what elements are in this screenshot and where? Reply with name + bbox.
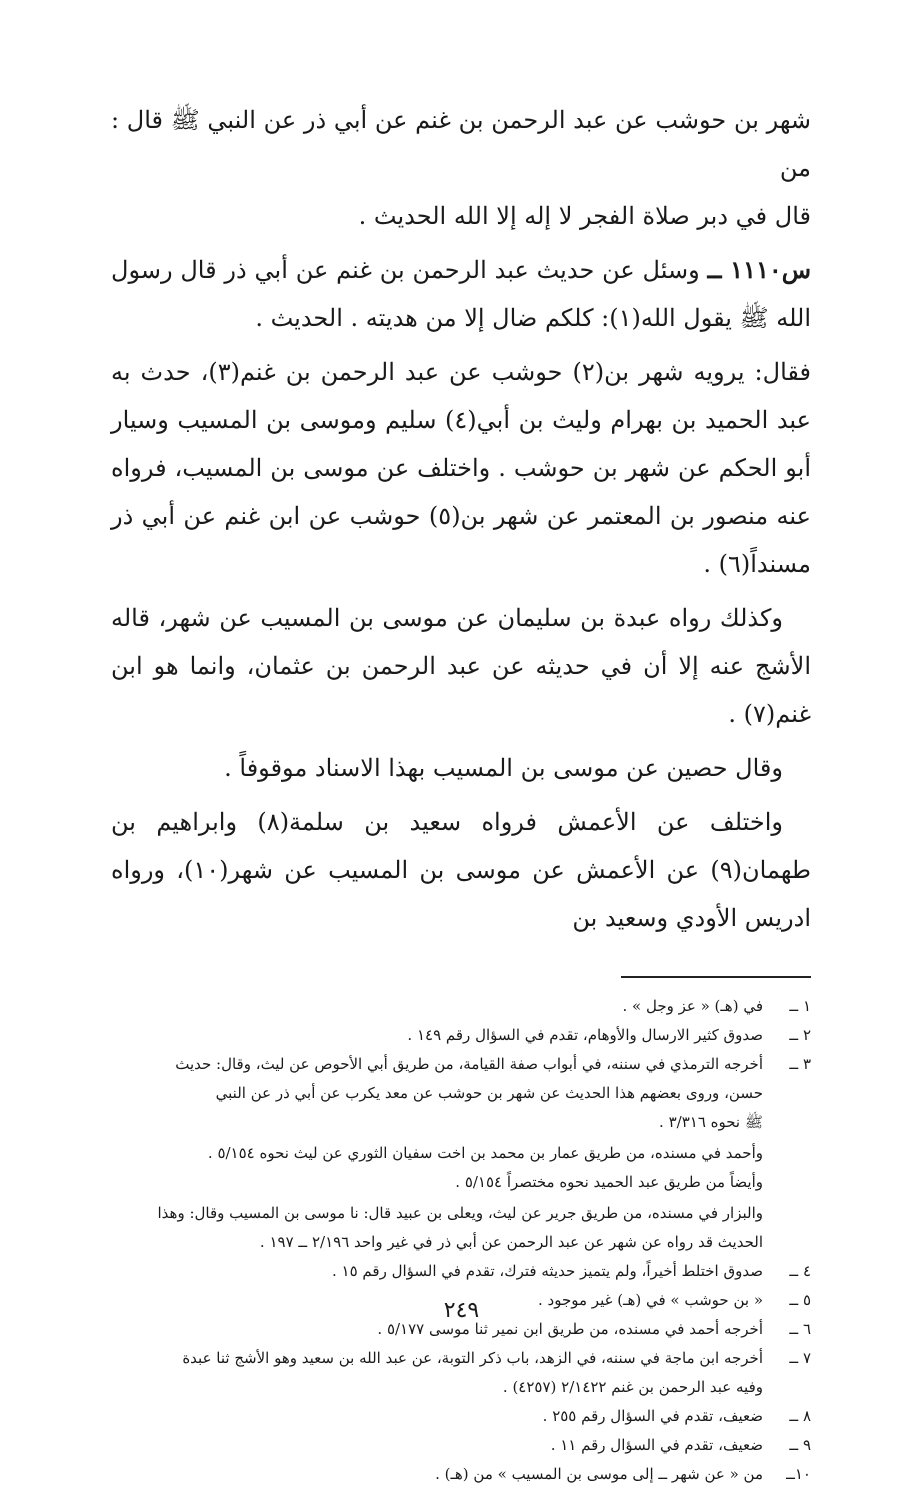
footnote-number: ٦ ــ [789,1320,811,1338]
footnote-7 [111,1344,811,1402]
paragraph-5 [111,744,811,792]
page-content [111,96,811,1489]
footnote-line: وأيضاً من طريق عبد الحميد نحوه مختصراً ٥/١٥٤ . [455,1173,763,1191]
footnote-number: ٩ ــ [789,1436,811,1454]
paragraph-6-text: واختلف عن الأعمش فرواه سعيد بن سلمة(٨) وابراهيم بن طهمان(٩) عن الأعمش عن موسى بن المسيب عن شهر(١٠)، ورواه ادريس الأودي وسعيد بن [111,808,811,932]
footnote-3-continuation-b [111,1199,811,1257]
footnote-4 [111,1257,811,1286]
footnote-number: ٢ ــ [789,1026,811,1044]
paragraph-3-text: فقال: يرويه شهر بن(٢) حوشب عن عبد الرحمن بن غنم(٣)، حدث به عبد الحميد بن بهرام وليث بن أبي(٤) سليم وموسى بن المسيب وسيار أبو الحكم عن شهر بن حوشب . واختلف عن موسى بن المسيب، فرواه عنه منصور بن المعتمر عن شهر بن(٥) حوشب عن ابن غنم عن أبي ذر مسنداً(٦) . [111,358,811,578]
footnote-line: الحديث قد رواه عن شهر عن عبد الرحمن عن أبي ذر في غير واحد ٢/١٩٦ ــ ١٩٧ . [259,1233,763,1251]
footnote-2 [111,1021,811,1050]
footnote-line: وفيه عبد الرحمن بن غنم ٢/١٤٢٢ (٤٢٥٧) . [502,1378,763,1396]
paragraph-1 [111,96,811,240]
paragraph-4 [111,594,811,738]
footnote-line: ضعيف، تقدم في السؤال رقم ٢٥٥ . [542,1407,763,1425]
footnote-line: صدوق اختلط أخيراً، ولم يتميز حديثه فترك، تقدم في السؤال رقم ١٥ . [331,1262,763,1280]
footnote-3 [111,1050,811,1137]
page-number: ٢٤٩ [443,1298,480,1323]
footnote-line: أخرجه أحمد في مسنده، من طريق ابن نمير ثنا موسى ٥/١٧٧ . [377,1320,763,1338]
paragraph-2-text: وسئل عن حديث عبد الرحمن بن غنم عن أبي ذر قال رسول الله ﷺ يقول الله(١): كلكم ضال إلا من هديته . الحديث . [111,256,811,332]
footnote-line: ﷺ نحوه ٣/٣١٦ . [659,1113,763,1131]
footnote-number: ٣ ــ [789,1055,811,1073]
footnotes [111,992,811,1489]
footnote-line: « بن حوشب » في (هـ) غير موجود . [538,1291,763,1309]
paragraph-5-text: وقال حصين عن موسى بن المسيب بهذا الاسناد موقوفاً . [224,754,783,782]
footnote-separator [621,976,811,978]
paragraph-3 [111,348,811,588]
footnote-line: أخرجه ابن ماجة في سننه، في الزهد، باب ذكر التوبة، عن عبد الله بن سعيد وهو الأشج ثنا عبدة [182,1349,763,1367]
footnote-1 [111,992,811,1021]
paragraph-2 [111,246,811,342]
footnote-number: ٧ ــ [789,1349,811,1367]
footnote-line: من « عن شهر ــ إلى موسى بن المسيب » من (هـ) . [435,1465,763,1483]
footnote-number: ٥ ــ [789,1291,811,1309]
footnote-line: في (هـ) « عز وجل » . [622,997,763,1015]
footnote-3-continuation-a [111,1139,811,1197]
paragraph-1-line-1: شهر بن حوشب عن عبد الرحمن بن غنم عن أبي ذر عن النبي ﷺ قال : من [111,106,811,182]
paragraph-1-line-2: قال في دبر صلاة الفجر لا إله إلا الله الحديث . [358,202,811,230]
footnote-number: ٤ ــ [789,1262,811,1280]
footnote-line: والبزار في مسنده، من طريق جرير عن ليث، ويعلى بن عبيد قال: نا موسى بن المسيب وقال: وهذا [157,1204,763,1222]
question-number: س١١١٠ ــ [707,255,812,284]
paragraph-6 [111,798,811,942]
footnote-line: حسن، وروى بعضهم هذا الحديث عن شهر بن حوشب عن معد يكرب عن أبي ذر عن النبي [215,1084,763,1102]
footnote-8 [111,1402,811,1431]
footnote-line: ضعيف، تقدم في السؤال رقم ١١ . [550,1436,763,1454]
footnote-line: صدوق كثير الارسال والأوهام، تقدم في السؤال رقم ١٤٩ . [407,1026,763,1044]
footnote-number: ٨ ــ [789,1407,811,1425]
footnote-9 [111,1431,811,1460]
footnote-line: وأحمد في مسنده، من طريق عمار بن محمد بن اخت سفيان الثوري عن ليث نحوه ٥/١٥٤ . [207,1144,763,1162]
footnote-10 [111,1460,811,1489]
footnote-number: ١٠ــ [786,1465,811,1483]
footnote-number: ١ ــ [789,997,811,1015]
paragraph-4-text: وكذلك رواه عبدة بن سليمان عن موسى بن المسيب عن شهر، قاله الأشج عنه إلا أن في حديثه عن عبد الرحمن بن عثمان، وانما هو ابن غنم(٧) . [111,604,811,728]
footnote-line: أخرجه الترمذي في سننه، في أبواب صفة القيامة، من طريق أبي الأحوص عن ليث، وقال: حديث [175,1055,763,1073]
